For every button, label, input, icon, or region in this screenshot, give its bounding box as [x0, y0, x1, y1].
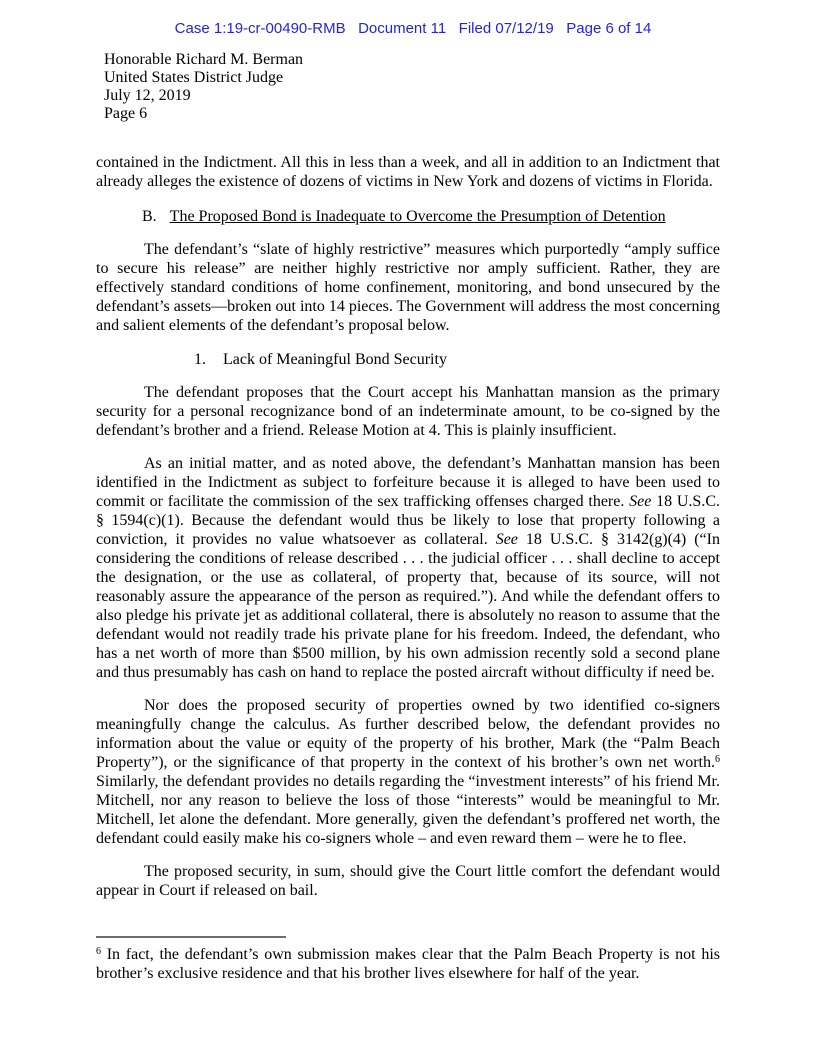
section-heading-b-label: B.: [142, 208, 157, 225]
paragraph-bond-measures: The defendant’s “slate of highly restrictive” measures which purportedly “amply suffice to secure his release” are neither highly restrictive nor amply sufficient. Rather, they are effectively standard conditions of home confinement, monitoring, and bond unsecured by the defendant’s assets—broken out into 14 pieces. The Government will address the most concerning and salient elements of the defendant’s proposal below.: [96, 241, 720, 334]
subsection-heading-1: [194, 350, 720, 369]
case-stamp: Case 1:19-cr-00490-RMB Document 11 Filed 07/12/19 Page 6 of 14: [174, 20, 652, 37]
section-heading-b: [142, 207, 720, 226]
section-heading-b-title: The Proposed Bond is Inadequate to Overcome the Presumption of Detention: [169, 208, 666, 225]
address-line-recipient: Honorable Richard M. Berman: [104, 51, 304, 68]
footnote-text: $^6$ In fact, the defendant’s own submission makes clear that the Palm Beach Property is not his brother’s exclusive residence and that his brother lives elsewhere for half of the year.: [96, 946, 720, 982]
paragraph-cosigners: Nor does the proposed security of properties owned by two identified co-signers meaningfully change the calculus. As further described below, the defendant provides no information about the value or equity of the property of his brother, Mark (the “Palm Beach Property”), or the significance of that property in the context of his brother’s own net worth.$^6$ Similarly, the defendant provides no details regarding the “investment interests” of his friend Mr. Mitchell, nor any reason to believe the loss of those “interests” would be meaningful to Mr. Mitchell, let alone the defendant. More generally, given the defendant’s proffered net worth, the defendant could easily make his co-signers whole – and even reward them – were he to flee.: [96, 697, 720, 847]
footnote: [96, 936, 720, 983]
paragraph-mansion-proposal: The defendant proposes that the Court accept his Manhattan mansion as the primary security for a personal recognizance bond of an indeterminate amount, to be co-signed by the defendant’s brother and a friend. Release Motion at 4. This is plainly insufficient.: [96, 384, 720, 439]
footnote-separator: [96, 936, 286, 938]
paragraph-forfeiture: As an initial matter, and as noted above, the defendant’s Manhattan mansion has been identified in the Indictment as subject to forfeiture because it is alleged to have been used to commit or facilitate the commission of the sex trafficking offenses charged there. See 18 U.S.C. § 1594(c)(1). Because the defendant would thus be likely to lose that property following a conviction, it provides no value whatsoever as collateral. See 18 U.S.C. § 3142(g)(4) (“In considering the conditions of release described . . . the judicial officer . . . shall decline to accept the designation, or the use as collateral, of property that, because of its source, will not reasonably assure the appearance of the person as required.”). And while the defendant offers to also pledge his private jet as additional collateral, there is absolutely no reason to assume that the defendant would not readily trade his private plane for his freedom. Indeed, the defendant, who has a net worth of more than $500 million, by his own admission recently sold a second plane and thus presumably has cash on hand to replace the posted aircraft without difficulty if need be.: [96, 455, 720, 681]
subsection-heading-1-title: Lack of Meaningful Bond Security: [223, 351, 447, 368]
paragraph-continued: contained in the Indictment. All this in less than a week, and all in addition to an Indictment that already alleges the existence of dozens of victims in New York and dozens of victims in Florida.: [96, 154, 720, 190]
subsection-heading-1-label: 1.: [194, 351, 206, 368]
address-line-page: Page 6: [104, 105, 148, 122]
address-line-title: United States District Judge: [104, 69, 284, 86]
address-line-date: July 12, 2019: [104, 87, 191, 104]
paragraph-conclusion: The proposed security, in sum, should give the Court little comfort the defendant would appear in Court if released on bail.: [96, 863, 720, 899]
address-block: [104, 51, 720, 123]
